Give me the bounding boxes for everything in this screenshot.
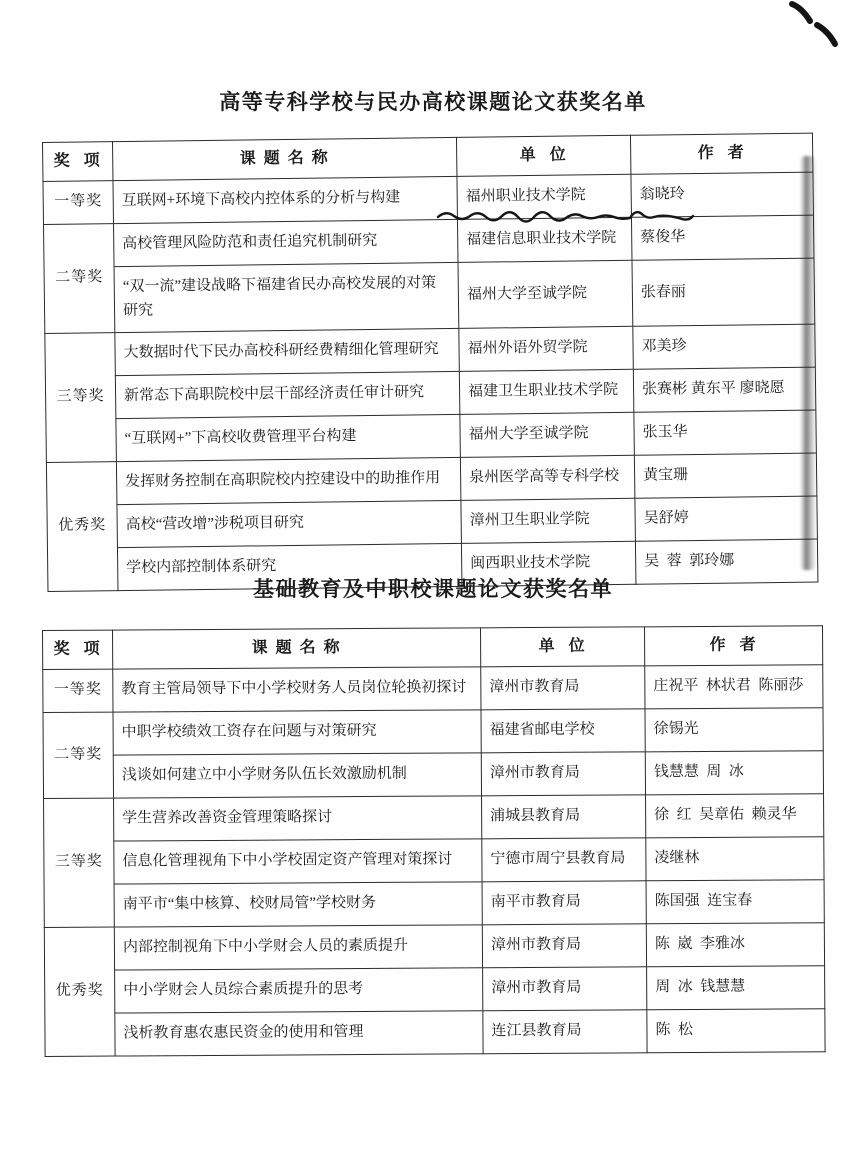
authors-cell: 陈 松 [647, 1009, 825, 1053]
authors-cell: 翁晓玲 [631, 172, 814, 217]
table-row [45, 966, 825, 1014]
unit-cell: 福州职业技术学院 [457, 174, 632, 219]
award-table-higher-education [42, 133, 818, 592]
table-row [43, 751, 823, 799]
authors-cell: 凌继林 [646, 837, 824, 881]
award-table-basic-education [42, 625, 826, 1057]
authors-cell: 张玉华 [634, 410, 817, 455]
topic-cell: 高校“营改增”涉税项目研究 [117, 500, 461, 547]
table-row [44, 258, 815, 333]
unit-cell: 福州大学至诚学院 [458, 260, 633, 328]
topic-cell: 中职学校绩效工资存在问题与对策研究 [113, 710, 481, 755]
topic-cell: 互联网+环境下高校内控体系的分析与构建 [113, 176, 457, 223]
authors-cell: 吴 蓉 郭玲娜 [635, 539, 818, 584]
award-cell: 一等奖 [43, 669, 113, 712]
table-row [43, 665, 823, 713]
unit-cell: 闽西职业技术学院 [461, 541, 636, 586]
award-cell: 一等奖 [43, 181, 114, 225]
authors-cell: 吴舒婷 [635, 496, 818, 541]
award-cell: 三等奖 [44, 798, 115, 927]
authors-cell: 徐 红 吴章佑 赖灵华 [646, 794, 824, 838]
table1-title: 高等专科学校与民办高校课题论文获奖名单 [219, 90, 647, 114]
topic-cell: 发挥财务控制在高职院校内控建设中的助推作用 [116, 457, 460, 504]
col-header-authors: 作 者 [644, 626, 822, 666]
authors-cell: 周 冰 钱慧慧 [647, 966, 825, 1010]
table2-wrapper [42, 625, 825, 1057]
award-cell: 三等奖 [45, 333, 117, 463]
table-row [43, 708, 823, 756]
table-header-row [43, 626, 823, 670]
table1-wrapper [42, 133, 817, 592]
unit-cell: 福建卫生职业技术学院 [459, 369, 634, 414]
award-cell: 优秀奖 [44, 927, 115, 1056]
table-row [45, 1009, 825, 1057]
col-header-unit: 单 位 [480, 627, 644, 667]
unit-cell: 福建省邮电学校 [481, 709, 645, 753]
topic-cell: 学生营养改善资金管理策略探讨 [114, 796, 482, 841]
topic-cell: 中小学财会人员综合素质提升的思考 [115, 968, 483, 1013]
topic-cell: “互联网+”下高校收费管理平台构建 [116, 414, 460, 461]
table-row [44, 837, 824, 885]
col-header-topic: 课 题 名 称 [113, 137, 457, 180]
table-row [44, 880, 824, 928]
col-header-award: 奖 项 [43, 630, 113, 669]
unit-cell: 漳州市教育局 [483, 967, 647, 1011]
authors-cell: 邓美珍 [633, 324, 816, 369]
table2-title: 基础教育及中职校课题论文获奖名单 [253, 577, 613, 601]
unit-cell: 福州大学至诚学院 [460, 412, 635, 457]
unit-cell: 漳州卫生职业学院 [461, 498, 636, 543]
col-header-authors: 作 者 [630, 133, 812, 174]
authors-cell: 黄宝珊 [634, 453, 817, 498]
authors-cell: 陈国强 连宝春 [646, 880, 824, 924]
topic-cell: 新常态下高职院校中层干部经济责任审计研究 [115, 371, 459, 418]
topic-cell: 教育主管局领导下中小学校财务人员岗位轮换初探讨 [113, 667, 481, 712]
unit-cell: 浦城县教育局 [482, 795, 646, 839]
unit-cell: 泉州医学高等专科学校 [460, 455, 635, 500]
table-row [44, 794, 824, 842]
authors-cell: 陈 崴 李雅冰 [646, 923, 824, 967]
award-cell: 二等奖 [44, 224, 115, 334]
authors-cell: 钱慧慧 周 冰 [645, 751, 823, 795]
topic-cell: 浅谈如何建立中小学财务队伍长效激励机制 [113, 753, 481, 798]
authors-cell: 庄祝平 林状君 陈丽莎 [645, 665, 823, 709]
authors-cell: 蔡俊华 [631, 215, 814, 260]
pen-marks-icon [784, 0, 848, 54]
topic-cell: 信息化管理视角下中小学校固定资产管理对策探讨 [114, 839, 482, 884]
unit-cell: 福建信息职业技术学院 [457, 217, 632, 262]
topic-cell: 高校管理风险防范和责任追究机制研究 [114, 219, 458, 266]
unit-cell: 福州外语外贸学院 [459, 326, 634, 371]
col-header-unit: 单 位 [456, 135, 630, 176]
authors-cell: 张春丽 [632, 258, 815, 326]
col-header-topic: 课 题 名 称 [113, 628, 481, 669]
topic-cell: 浅析教育惠农惠民资金的使用和管理 [115, 1011, 483, 1056]
table-row [44, 923, 824, 971]
topic-cell: “双一流”建设战略下福建省民办高校发展的对策研究 [114, 262, 459, 332]
award-cell: 二等奖 [43, 712, 114, 798]
unit-cell: 南平市教育局 [482, 881, 646, 925]
unit-cell: 宁德市周宁县教育局 [482, 838, 646, 882]
topic-cell: 内部控制视角下中小学财会人员的素质提升 [114, 925, 482, 970]
col-header-award: 奖 项 [43, 142, 113, 182]
unit-cell: 漳州市教育局 [482, 924, 646, 968]
topic-cell: 学校内部控制体系研究 [117, 543, 461, 590]
unit-cell: 连江县教育局 [483, 1010, 647, 1054]
topic-cell: 南平市“集中核算、校财局管”学校财务 [114, 882, 482, 927]
authors-cell: 张赛彬 黄东平 廖晓愿 [633, 367, 816, 412]
topic-cell: 大数据时代下民办高校科研经费精细化管理研究 [115, 328, 459, 375]
unit-cell: 漳州市教育局 [481, 752, 645, 796]
authors-cell: 徐锡光 [645, 708, 823, 752]
award-cell: 优秀奖 [46, 462, 118, 592]
unit-cell: 漳州市教育局 [481, 666, 645, 710]
